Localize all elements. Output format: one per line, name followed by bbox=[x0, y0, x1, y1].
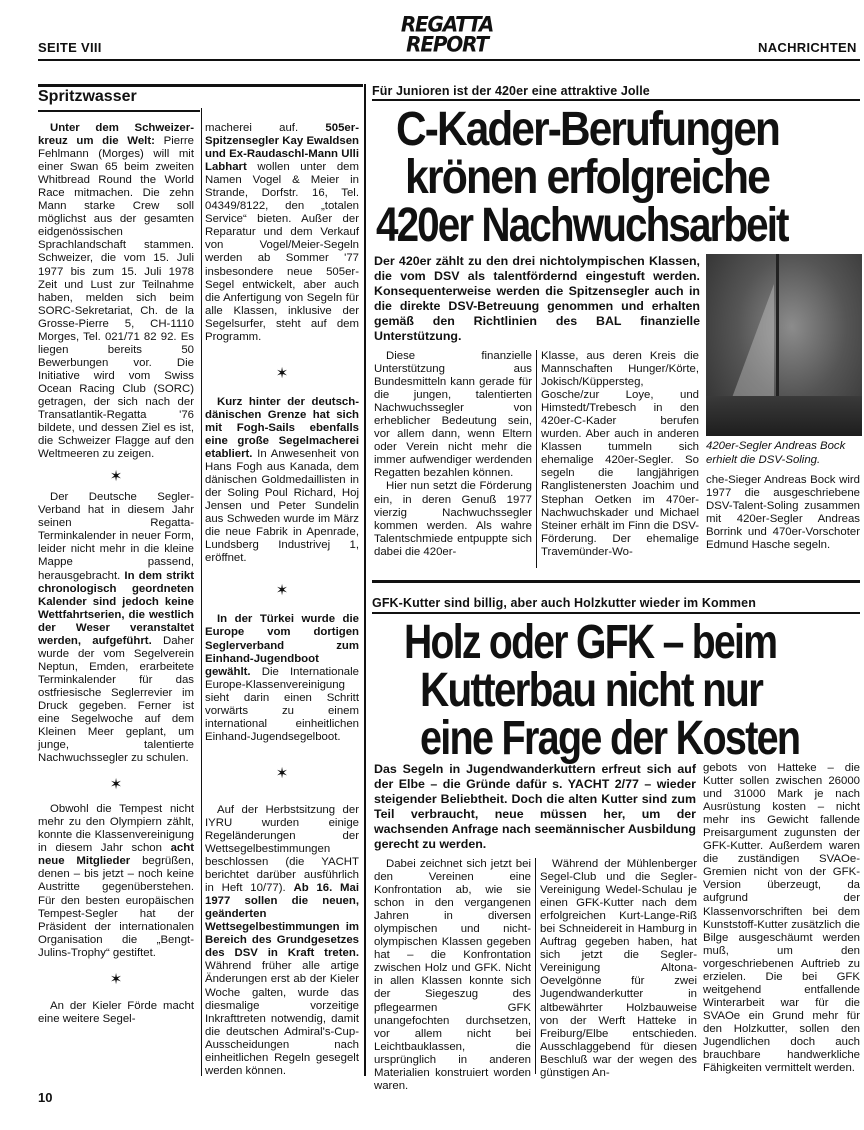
article-1-headline-line-3: 420er Nachwuchsarbeit bbox=[376, 196, 788, 252]
spritzwasser-title: Spritzwasser bbox=[38, 88, 137, 105]
header-rule bbox=[38, 59, 860, 61]
article-1-headline-line-2: krönen erfolgreiche bbox=[405, 148, 770, 204]
article-2-column-2 bbox=[540, 858, 697, 1080]
article-2-paragraph: Dabei zeichnet sich jetzt bei den Vereinen eine Konfrontation ab, wie sie schon in den vergangenen Jahren in diversen olympischen und nicht-olympischen Klassen gegeben hat – die Konfrontation zwischen Holz und GFK. Nicht in allen Klassen konnte sich der Siegeszug des pflegearmen GFK unangefochten durchsetzen, vor allem nicht bei Leichtbauklassen, die ursprünglich in anderen Materialien konstruiert worden waren. bbox=[374, 858, 531, 1092]
article-2-headline-line-2: Kutterbau nicht nur bbox=[420, 661, 763, 717]
news-item-tempest: Obwohl die Tempest nicht mehr zu den Olympiern zählt, konnte die Klassenvereinigung in diesem Jahr schon acht neue Mitglieder begrüßen, denen – bis jetzt – noch keine Austritte gegenüberstehen. Für den besten europäischen Tempest-Segler hat der Präsident der internationalen Organisation die „Bengt-Julins-Trophy“ gestiftet. bbox=[38, 803, 195, 959]
photo-420er-sailor bbox=[706, 254, 862, 436]
page-label: SEITE VIII bbox=[38, 40, 102, 55]
article-2-column-3 bbox=[703, 762, 860, 1075]
photo-water bbox=[706, 396, 862, 436]
photo-caption: 420er-Segler Andreas Bock erhielt die DSV-Soling. bbox=[706, 440, 846, 466]
section-label: NACHRICHTEN bbox=[758, 40, 857, 55]
article-1-column-1 bbox=[374, 350, 532, 559]
news-item-vogel-meier: macherei auf. 505er-Spitzensegler Kay Ewaldsen und Ex-Raudaschl-Mann Ulli Labhart wollen unter dem Namen Vogel & Meier in Strande, Dorfstr. 16, Tel. 04349/8122, den „totalen Service“ bieten. Außer der Reparatur und dem Verkauf von Vogel/Meier-Segeln werden ab Sommer '77 insbesondere neue 505er-Segel entwickelt, aber auch die Anfertigung von Segeln für alle Klassen, inklusive der Segelsurfer, steht auf dem Programm. bbox=[205, 122, 359, 343]
photo-sail bbox=[726, 284, 774, 414]
news-item-iyru-rules: Auf der Herbstsitzung der IYRU wurden einige Regeländerungen der Wettsegelbestimmungen beschlossen (die YACHT berichtet darüber ausführlich in Heft 10/77). Ab 16. Mai 1977 sollen die neuen, geänderten Wettsegelbestimmungen im Bereich des Grundgesetzes des DSV in Kraft treten. Während früher alle artige Änderungen erst ab der Kieler Woche galten, wurde das diesmalige vorzeitige Inkrafttreten notwendig, damit die deutschen Admiral's-Cup-Ausscheidungen nach einheitlichen Regeln gesegelt werden können. bbox=[205, 803, 359, 1077]
article-1-headline-line-1: C-Kader-Berufungen bbox=[396, 100, 780, 156]
article-1-lead: Der 420er zählt zu den drei nichtolympischen Klassen, die vom DSV als talentfördernd eingestuft werden. Konsequenterweise werden die Spitzensegler auch in die direkte DSV-Betreuung genommen und erhalten gemäß den Richtlinien des BAL finanzielle Unterstützung. bbox=[374, 254, 700, 343]
article-2-headline bbox=[370, 613, 860, 765]
separator-star-icon: ✶ bbox=[109, 969, 123, 988]
article-2-column-1 bbox=[374, 858, 531, 1093]
news-item-swiss-crew: Unter dem Schweizer-kreuz um die Welt: Pierre Fehlmann (Morges) will mit einer Swan 65 beim zweiten Whitbread Round the World Race mitmachen. Die zehn Mann starke Crew soll möglichst aus der gesamten eidgenössischen Sprachlandschaft stammen. Schweizer, die vom 15. Juli 1977 bis zum 15. Juli 1978 Zeit und Lust zur Teilnahme haben, melden sich beim SORC-Sekretariat, Ch. de la Grosse-Pierre 5, CH-1110 Morges, Tel. 021/71 82 92. Es liegen bereits 50 Bewerbungen vor. Die Initiative wird vom Swiss Ocean Racing Club (SORC) getragen, der sich nach der Transatlantik-Regatta '76 bildete, und dessen Ziel es ist, die Schweizer Flagge auf den Weltmeeren zu zeigen. bbox=[38, 122, 194, 461]
separator-star-icon: ✶ bbox=[275, 581, 289, 600]
article-2-top-rule bbox=[372, 580, 860, 583]
spritzwasser-column-1 bbox=[38, 122, 194, 1026]
regatta-report-logo bbox=[394, 11, 500, 57]
article-2-headline-line-3: eine Frage der Kosten bbox=[420, 709, 800, 765]
logo-line-2: REPORT bbox=[406, 31, 488, 57]
spritzwasser-right-border bbox=[364, 84, 366, 1076]
spritzwasser-box-top bbox=[38, 84, 363, 87]
separator-star-icon: ✶ bbox=[275, 363, 289, 382]
article-1-paragraph: Diese finanzielle Unterstützung aus Bundesmitteln kann gerade für die jungen, talentierten Nachwuchssegler von erheblicher Bedeutung sein, vor allem dann, wenn Eltern oder Verein nicht mehr die immer aufwendiger werdenden Regatten bezahlen können. bbox=[374, 350, 532, 480]
article-1-headline bbox=[370, 100, 860, 252]
article-1-kicker: Für Junioren ist der 420er eine attraktive Jolle bbox=[372, 84, 650, 98]
news-item-fogh-sails: Kurz hinter der deutsch-dänischen Grenze hat sich mit Fogh-Sails ebenfalls eine große Segelmacherei etabliert. In Anwesenheit von Hans Fogh aus Kanada, dem dänischen Goldmedaillisten in der Soling Poul Richard, Hoj Jensen und Peter Sundelin aus Schweden wurde im März die neue Fabrik in Apenrade, Lundsberg Industrivej 1, eröffnet. bbox=[205, 395, 359, 565]
separator-star-icon: ✶ bbox=[109, 467, 123, 486]
article-2-paragraph: Während der Mühlenberger Segel-Club und die Segler-Vereinigung Wedel-Schulau je einen GFK-Kutter nach dem erfolgreichen Kurt-Lange-Riß bei Schneidereit in Hamburg in Auftrag gegeben haben, hat sich jetzt die Segler-Vereinigung Altona-Oevelgönne für zwei Jugendwanderkutter in altbewährter Holzbauweise von der Werft Hatteke in Freiburg/Elbe entschieden. Ausschlaggebend für diesen Beschluß war der wegen des günstigen An- bbox=[540, 858, 697, 1079]
spritzwasser-column-divider bbox=[201, 108, 202, 1076]
news-item-turkey-europe: In der Türkei wurde die Europe vom dortigen Seglerverband zum Einhand-Jugendboot gewählt. Die Internationale Europe-Klassenvereinigung sieht darin einen Schritt vorwärts zu einem international einheitlichen Einhand-Jugendsegelboot. bbox=[205, 613, 359, 743]
article-2-paragraph: gebots von Hatteke – die Kutter sollen zwischen 26000 und 31000 Mark je nach Ausrüstung kosten – nicht mehr ins Gewicht fallende Preisargument zugunsten der GFK-Kutter. Außerdem waren die zuständigen SVAOe-Gremien nicht von der GFK-Version überzeugt, da aufgrund der Klassenvorschriften bei dem Kunststoff-Kutter zusätzlich die Bilge ausgeschäumt werden muß, um den vorgeschriebenen Auftrieb zu erzielen. Die bei GFK weitgehend entfallende Winterarbeit war für die SVAOe ein Grund mehr für den Holzkutter, sollen den Jugendlichen doch auch brauchbare handwerkliche Fähigkeiten vermittelt werden. bbox=[703, 762, 860, 1075]
article-1-column-2 bbox=[541, 350, 699, 559]
article-2-headline-line-1: Holz oder GFK – beim bbox=[404, 613, 777, 669]
news-item-kiel-start: An der Kieler Förde macht eine weitere Segel- bbox=[38, 999, 194, 1025]
separator-star-icon: ✶ bbox=[109, 775, 123, 794]
page-number: 10 bbox=[38, 1090, 53, 1105]
article-1-column-3: che-Sieger Andreas Bock wird 1977 die ausgeschriebene DSV-Talent-Soling zusammen mit 420er-Segler Andreas Borrink und 470er-Vorschoter Edmund Hasche segeln. bbox=[706, 474, 860, 552]
spritzwasser-column-2 bbox=[205, 122, 359, 1078]
separator-star-icon: ✶ bbox=[275, 763, 289, 782]
spritzwasser-title-rule bbox=[38, 110, 200, 112]
news-item-dsv-calendar: Der Deutsche Segler-Verband hat in diesem Jahr seinen Regatta-Terminkalender in neuer Form, leider nicht mehr in die kleine Mappe passend, herausgebracht. In dem strikt chronologisch geordneten Kalender sind jedoch keine Wettfahrtserien, die westlich der Weser veranstaltet werden, aufgeführt. Daher wurde der vom Segelverein Neptun, Emden, erarbeitete Terminkalender für das ostfriesische Seglerrevier im Druck gegeben. Ferner ist eine Segelwoche auf dem Kleinen Meer geplant, um junge, talentierte Nachwuchssegler zu schulen. bbox=[38, 491, 194, 765]
article-1-paragraph: Klasse, aus deren Kreis die Mannschaften Hunger/Körte, Jokisch/Küppersteg, Gosche/zur Loye, und Himstedt/Trebesch in den 420er-C-Kader berufen wurden. Aber auch in anderen Klassen tummeln sich ehemalige 420er-Segler. So segeln die langjährigen Ranglistenersten Joachim und Stephan Oetken im 470er-Nachwuchskader und Michael Steiner erhält im Finn die DSV-Förderung. Der ehemalige Travemünder-Wo- bbox=[541, 350, 699, 558]
article-1-paragraph: Hier nun setzt die Förderung ein, in deren Genuß 1977 vierzig Nachwuchssegler kommen werden. Als wahre Talentschmiede entpuppte sich dabei die 420er- bbox=[374, 480, 532, 558]
article-2-lead: Das Segeln in Jugendwanderkuttern erfreut sich auf der Elbe – die Gründe dafür s. YACHT 2/77 – wieder steigender Beliebtheit. Doch die alten Kutter sind zum Teil verbraucht, neue müssen her, um der wachsenden Anfrage nach seemännischer Ausbildung gerecht zu werden. bbox=[374, 762, 696, 851]
article-2-kicker: GFK-Kutter sind billig, aber auch Holzkutter wieder im Kommen bbox=[372, 596, 756, 610]
logo-line-1: REGATTA bbox=[400, 11, 494, 37]
article-1-column-divider bbox=[536, 350, 537, 568]
article-2-column-divider bbox=[535, 858, 536, 1074]
